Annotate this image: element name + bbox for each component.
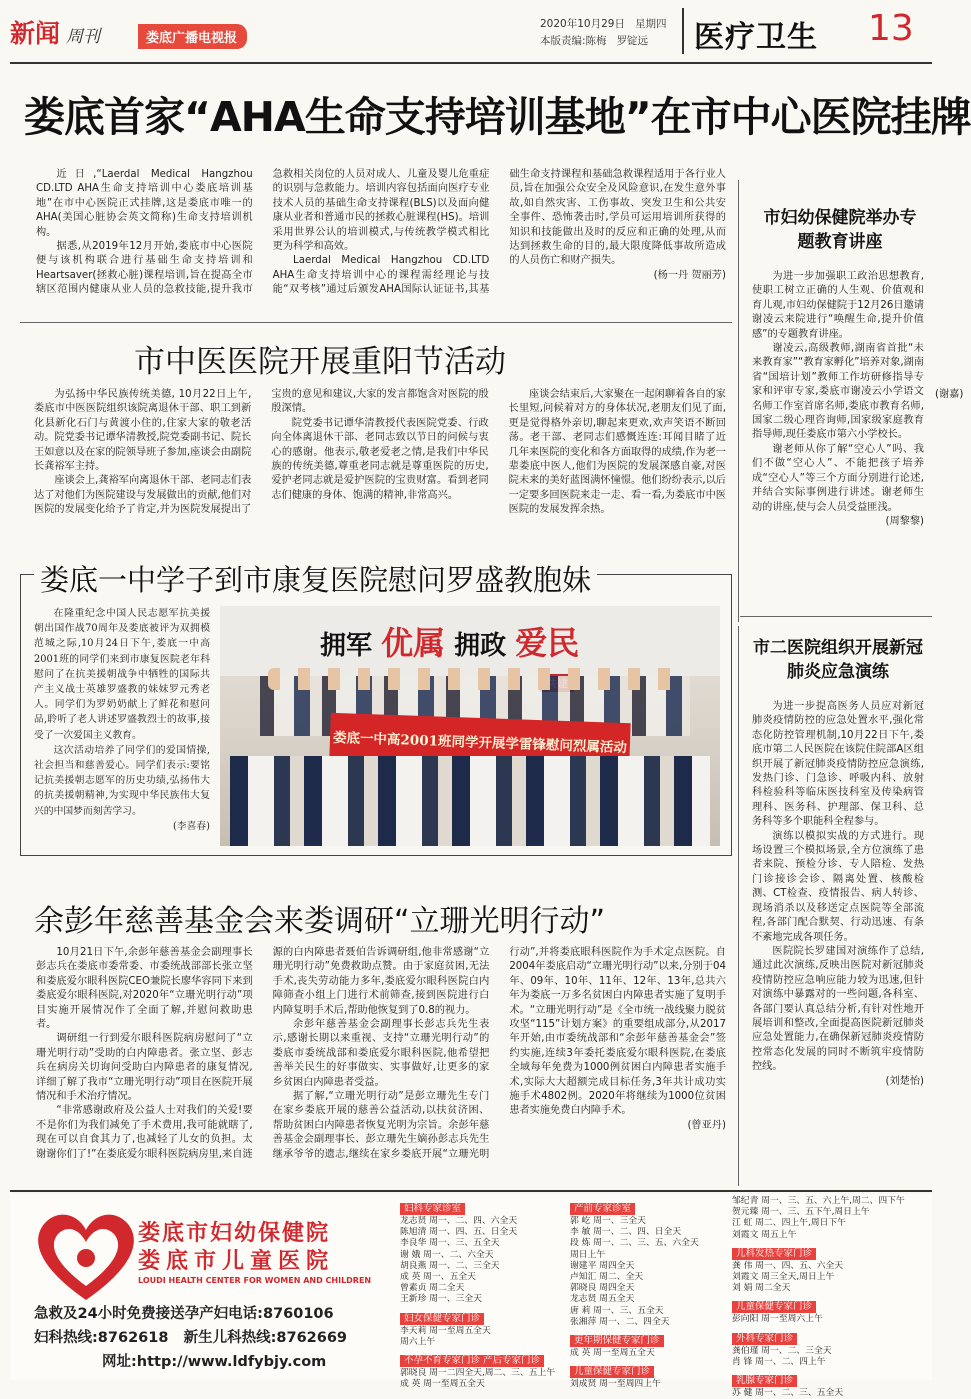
schedule-row: 胡良燕 周一、二、三全天 xyxy=(400,1260,500,1271)
clinic-tag: 儿童保健专家门诊 xyxy=(570,1366,654,1378)
page-number: 13 xyxy=(868,8,914,49)
side1-body xyxy=(752,270,924,610)
schedule-row: 贺元臻 周一、三、五下午,周日上午 xyxy=(732,1207,870,1218)
section-title: 医疗卫生 xyxy=(694,20,818,55)
article2-para: 座谈会结束后,大家聚在一起闲聊着各自的家长里短,问候着对方的身体状况,老朋友们见了面,更是觉得格外亲切,聊起来更欢,欢声笑语不断回荡。老干部、老同志们感慨连连:耳闻目睹了近几年来医院的变化和各方面取得的成绩,作为老一辈娄底中医人,他们为医院的发展深感自豪,对医院未来的美好蓝图满怀憧憬。他们纷纷表示,以后一定要多回医院来走一走、看一看,为娄底市中医医院的发展发挥余热。 xyxy=(508,389,726,516)
issue-info xyxy=(540,16,666,50)
channel-badge: 娄底广播电视报 xyxy=(138,24,247,49)
ad-schedule-col-1 xyxy=(400,1196,566,1390)
article1-para: Laerdal Medical Hangzhou CD.LTD AHA生命支持培训中心的课程需经理论与技能“双考核”通过后颁发AHA国际认证证书,其基础生命支持课程和基础急救课程适用于各行业人员,旨在加强公众安全及风险意识,在发生意外事故,如自然灾害、工伤事故、突发卫生和公共安全事件、恐怖袭击时,学员可运用培训所获得的知识和技能做出及时的反应和正确的处理,从而达到拯救生命的目的,最大限度降低事故所造成的人员伤亡和财产损失。 xyxy=(272,169,726,296)
clinic-tag: 外科专家门诊 xyxy=(732,1333,797,1345)
side2-para: 为进一步提高医务人员应对新冠肺炎疫情防控的应急处置水平,强化常态化防控管理机制,10月22日下午,娄底市第二人民医院在该院住院部A区组织开展了新冠肺炎疫情防控应急演练,发热门诊、门急诊、呼吸内科、放射科检验科等临床医技科室及传染病管理科、医务科、护理部、保卫科、总务科等多个职能科全程参与。 xyxy=(752,701,924,828)
side1-para: 谢老师从你了解“空心人”吗、我们不做“空心人”、不能把孩子培养成“空心人”等三个方面分别进行论述,并结合实际事例进行讲述。谢老师生动的讲座,使与会人员受益匪浅。 xyxy=(752,443,924,513)
ad-hotlines xyxy=(34,1326,347,1347)
side2-body xyxy=(752,700,924,1170)
schedule-row: 郭 屹 周一、三全天 xyxy=(570,1216,646,1226)
schedule-row: 龚 伟 周一、四、五、六全天 xyxy=(732,1260,844,1271)
schedule-row: 谢 娥 周一、二、六全天 xyxy=(400,1249,494,1260)
article1-byline: (杨一丹 贺丽芳) xyxy=(653,269,726,281)
side1-para: 为进一步加强职工政治思想教育,使职工树立正确的人生观、价值观和育儿观,市妇幼保健院于12月26日邀请谢凌云来院进行“唤醒生命,提升价值感”的专题教育讲座。 xyxy=(752,271,924,340)
schedule-row: 邹纪青 周一、三、五、六上午,周二、四下午 xyxy=(732,1196,905,1206)
side1-title: 市妇幼保健院举办专题教育讲座 xyxy=(763,208,917,252)
schedule-row: 谢建平 周四全天 xyxy=(570,1260,635,1271)
schedule-row: 郭晓良 周四全天 xyxy=(570,1283,635,1294)
article1-title: 娄底首家“AHA生命支持培训基地”在市中心医院挂牌 xyxy=(24,93,971,141)
article3-title: 娄底一中学子到市康复医院慰问罗盛教胞妹 xyxy=(34,558,597,599)
article2-para: 院党委书记谭华清教授代表医院党委、行政向全体离退休干部、老同志致以节日的问候与衷心的感谢。他表示,敬老爱老之情,是我们中华民族的传统美德,尊重老同志就是尊重医院的历史,爱护老同志就是爱护医院的宝贵财富。看到老同志们健康的身体、饱满的精神,非常高兴。 xyxy=(271,417,489,501)
schedule-row: 李天莉 周一至周五全天 xyxy=(400,1325,491,1336)
article1-para: 据悉,从2019年12月开始,娄底市中心医院便与该机构联合进行基础生命支持培训和Heartsaver(拯救心脏)课程培训,旨在提高全市辖区范围内健康从业人员的急救技能,提升我市急救相关岗位的人员对成人、儿童及婴儿危重症的识别与急救能力。培训内容包括面向医疗专业技术人员的基础生命支持课程(BLS)以及面向健康从业者和普通市民的拯救心脏课程(HS)。培训采用世界公认的培训模式,与传统教学模式相比更为科学和高效。 xyxy=(36,169,490,296)
article4-para: 10月21日下午,余彭年慈善基金会副理事长彭志兵在娄底市委常委、市委统战部部长张立坚和娄底爱尔眼科医院CEO兼院长廖华容同下来到娄底爱尔眼科医院,对2020年“立珊光明行动”项目实施开展情况作了全面了解,并慰问救助患者。 xyxy=(36,947,253,1031)
side2-para: 医院院长罗建国对演练作了总结,通过此次演练,反映出医院对新冠肺炎疫情防控应急响应能力较为迅速,但针对演练中暴露对的一些问题,各科室、各部门要认真总结分析,有针对性地开展培训和整改,全面提高医院新冠肺炎应急处置能力,在确保新冠肺炎疫情防控常态化发展的同时不断筑牢疫情防控线。 xyxy=(752,945,924,1073)
ad-website: 网址:http://www.ldfybjy.com xyxy=(102,1354,327,1370)
schedule-row: 周日上午 xyxy=(570,1249,606,1260)
clinic-tag: 儿科发热专家门诊 xyxy=(732,1248,816,1260)
section-rule xyxy=(20,322,732,323)
clinic-tag: 妇女保健专家门诊 xyxy=(400,1313,484,1325)
ad-schedule-col-2 xyxy=(570,1196,734,1390)
clinic-tag: 更年期保健专家门诊 xyxy=(570,1335,664,1347)
schedule-row: 周六上午 xyxy=(400,1336,436,1347)
masthead-divider xyxy=(682,8,684,54)
schedule-row: 卢知汇 周二、全天 xyxy=(570,1272,644,1283)
photo-faces xyxy=(268,668,688,690)
schedule-row: 陈旭清 周一、四、五、日全天 xyxy=(400,1227,518,1238)
clinic-tag: 妇科专家诊室 xyxy=(400,1203,465,1215)
article2-title: 市中医医院开展重阳节活动 xyxy=(134,344,506,380)
schedule-row: 苏 健 周一、二、三、五全天 xyxy=(732,1388,844,1399)
clinic-tag: 不孕不育专家门诊 产后专家门诊 xyxy=(400,1355,544,1367)
schedule-row: 李 敏 周一、二、四、日全天 xyxy=(570,1227,682,1238)
schedule-row: 唐 莉 周一、三、五全天 xyxy=(570,1305,664,1316)
schedule-row: 彭向阳 周一至周六上午 xyxy=(732,1314,823,1325)
side2-para: 演练以模拟实战的方式进行。现场设置三个模拟场景,全方位演练了患者来院、预检分诊、专人陪检、发热门诊接诊会诊、隔离处置、核酸检测、CT检查、疫情报告、病人转诊、现场消杀以及移送定点医院等全部流程,各部门配合默契、行动迅速、有条不紊地完成各项任务。 xyxy=(752,830,924,943)
side1-byline: (周黎黎) xyxy=(885,515,924,527)
clinic-tag: 儿童保健专家门诊 xyxy=(732,1301,816,1313)
issue-weekday: 星期四 xyxy=(634,18,667,30)
photo-banner-text: 娄底一中高2001班同学开展学雷锋慰问烈属活动 xyxy=(332,729,628,757)
ad-hospital-name-2: 娄底市儿童医院 xyxy=(138,1249,335,1274)
article2-para: 座谈会上,龚裕军向离退休干部、老同志们表达了对他们为医院建设与发展做出的贡献,他们对医院的发展变化给予了肯定,并为医院发展提出了宝贵的意见和建议,大家的发言都饱含对医院的殷殷深情。 xyxy=(34,389,489,516)
photo-slogan-part: 拥军 xyxy=(320,631,373,661)
schedule-row: 刘 娟 周二全天 xyxy=(732,1283,791,1294)
side2-title: 市二医院组织开展新冠肺炎应急演练 xyxy=(753,638,923,682)
schedule-row: 刘成贤 周一至周四上午 xyxy=(570,1379,661,1390)
schedule-row: 王新珍 周一、三全天 xyxy=(400,1294,482,1305)
article4-para: 余彭年慈善基金会副理事长彭志兵先生表示,感谢长期以来重视、支持“立珊光明行动”的娄底市委统战部和娄底爱尔眼科医院,他希望把善举关民生的好事做实、实事做好,让更多的家乡贫困白内障患者受益。 xyxy=(272,1019,490,1088)
ad-hotline-gyn: 妇科热线:8762618 xyxy=(34,1330,169,1346)
article3-byline: (李喜春) xyxy=(172,820,210,832)
article4-byline: (曾亚丹) xyxy=(687,1119,726,1131)
article1-para: 近日,“Laerdal Medical Hangzhou CD.LTD AHA生命支持培训中心娄底培训基地”在市中心医院正式挂牌,这是娄底市唯一的AHA(美国心脏协会英文简称)生命支持培训机构。 xyxy=(36,169,253,238)
ad-hospital-name-1: 娄底市妇幼保健院 xyxy=(138,1221,331,1246)
photo-slogan-part: 优属 xyxy=(381,624,446,662)
photo-slogan xyxy=(320,618,579,664)
article3-body xyxy=(34,606,210,850)
ad-schedule-col-3 xyxy=(732,1196,930,1399)
photo-slogan-part: 爱民 xyxy=(515,624,580,662)
schedule-row: 李良华 周一、三、五全天 xyxy=(400,1238,500,1249)
clinic-tag: 产前专家诊室 xyxy=(570,1203,635,1215)
article4-title: 余彭年慈善基金会来娄调研“立珊光明行动” xyxy=(34,904,606,939)
schedule-row: 段 炼 周一、二、三、五、六全天 xyxy=(570,1238,699,1249)
masthead-logo: 新闻 xyxy=(10,19,61,48)
schedule-row: 成 英 周一至周五全天 xyxy=(570,1348,655,1359)
issue-proofreader: 罗锭远 xyxy=(616,35,649,47)
ad-hotline-neonatal: 新生儿科热线:8762669 xyxy=(183,1330,348,1346)
column-divider xyxy=(738,180,739,622)
ad-english-name: LOUDI HEALTH CENTER FOR WOMEN AND CHILDREN xyxy=(138,1276,372,1285)
issue-editor: 本版责编:陈梅 xyxy=(540,35,607,47)
masthead xyxy=(0,0,942,62)
photo-slogan-part: 拥政 xyxy=(454,631,507,661)
schedule-row: 江 虹 周二、四上午,周日下午 xyxy=(732,1218,846,1229)
schedule-row: 龙志贤 周一、二、四、六全天 xyxy=(400,1216,518,1226)
article3-para: 在隆重纪念中国人民志愿军抗美援朝出国作战70周年及娄底被评为双拥模范城之际,10月24日下午,娄底一中高2001班的同学们来到市康复医院老年科慰问了在抗美援朝战争中牺牲的国际共产主义战士英雄罗盛教的妹妹罗元秀老人。同学们为罗奶奶献上了鲜花和慰问品,聆听了老人讲述罗盛教烈士的故事,接受了一次爱国主义教育。 xyxy=(34,608,210,741)
side-rule xyxy=(740,616,932,617)
article4-body xyxy=(36,946,726,1182)
schedule-row: 郭晓良 周一二四全天,周二、三、五上午 xyxy=(400,1368,556,1379)
schedule-row: 龚伯瑾 周一、二、三全天 xyxy=(732,1345,832,1356)
side2-byline: (刘楚怡) xyxy=(885,1075,924,1087)
photo-students-front xyxy=(230,756,710,846)
masthead-rule xyxy=(10,62,932,64)
ad-rule xyxy=(10,1190,932,1192)
clinic-tag: 乳腺专家门诊 xyxy=(732,1375,797,1387)
schedule-row: 曾素贞 周二全天 xyxy=(400,1283,465,1294)
ad-phone-line: 急救及24小时免费接送孕产妇电话:8760106 xyxy=(34,1306,334,1322)
schedule-row: 成 英 周一、五全天 xyxy=(400,1272,476,1283)
article4-para: 调研组一行到爱尔眼科医院病房慰问了“立珊光明行动”受助的白内障患者。张立坚、彭志兵在病房关切询问受助白内障患者的康复情况,详细了解了我市“立珊光明行动”项目在医院开展情况和手术治疗情况。 xyxy=(36,1033,253,1103)
masthead-logo-sub: 周刊 xyxy=(66,27,100,47)
article3-photo xyxy=(220,606,720,846)
side1-para: 谢凌云,高级教师,湖南省首批“未来教育家”“教育家孵化”培养对象,湖南省“国培计划”教师工作坊研修指导专家和评审专家,娄底市谢凌云小学语文名师工作室首席名师,娄底市教育名师,国家二级心理咨询师,国家级家庭教育指导师,现任娄底市第六小学校长。 xyxy=(752,343,924,441)
column-divider xyxy=(738,626,739,1186)
article2-para: 为弘扬中华民族传统美德, 10月22日上午,娄底市中医医院组织该院离退休干部、职工到新化县新化石门与黄渡小住的,住家大家的敬老活动。院党委书记谭华清教授,院党委副书记、院长王如意以及在家的院领导班子参加,座谈会由副院长龚裕军主持。 xyxy=(34,389,252,473)
issue-date: 2020年10月29日 xyxy=(540,18,625,30)
schedule-row: 刘霞文 周三全天,周日上午 xyxy=(732,1272,835,1283)
schedule-row: 龙志贤 周五全天 xyxy=(570,1294,635,1305)
hospital-ad xyxy=(10,1194,932,1399)
article4-para: 据了解,“立珊光明行动”是彭立珊先生专门在家乡娄底开展的慈善公益活动,以扶贫济困、帮助贫困白内障患者恢复光明为宗旨。余彭年慈善基金会副理事长、彭立珊先生嫡孙彭志兵先生继承爷爷的遗志,继续在家乡娄底开展“立珊光明行动”,并将娄底眼科医院作为手术定点医院。自2004年娄底启动“立珊光明行动”以来,分别于04年、09年、10年、11年、12年、13年,总共六年为娄底一万多名贫困白内障患者实施了复明手术。“立珊光明行动”是《全市统一战线聚力脱贫攻坚“115”计划方案》的重要组成部分,从2017年开始,由市委统战部和“余彭年慈善基金会”签约实施,连续3年委托娄底爱尔眼科医院,在娄底全域每年免费为1000例贫困白内障患者实施手术,实际大大超额完成目标任务,3年共计成功实施手术4802例。2020年将继续为1000位贫困患者实施免费白内障手术。 xyxy=(272,947,726,1160)
article3-para: 这次活动培养了同学们的爱国情操,社会担当和慈善爱心。同学们表示:要铭记抗美援朝志愿军的历史功绩,弘扬伟大的抗美援朝精神,为实现中华民族伟大复兴的中国梦而刻苦学习。 xyxy=(34,744,210,817)
schedule-row: 成 英 周一至周五全天 xyxy=(400,1379,485,1390)
article2-byline: (谢嘉) xyxy=(934,389,964,400)
heart-logo-icon xyxy=(30,1208,142,1304)
schedule-row: 肖 锋 周一、二、四上午 xyxy=(732,1356,826,1367)
article1-body xyxy=(36,168,726,312)
schedule-row: 刘霞文 周五上午 xyxy=(732,1229,797,1240)
schedule-row: 张湘萍 周一、二、四全天 xyxy=(570,1316,670,1327)
article4-para: “非常感谢政府及公益人士对我们的关爱!要不是你们为我们减免了手术费用,我可能就瞎了,现在可以自食其力了,也减轻了儿女的负担。太谢谢你们了!”在娄底爱尔眼科医院病房里,来自涟源的白内障患者聂伯告诉调研组,他非常感谢“立珊光明行动”免费救助点赞。由于家庭贫困,无法手术,丧失劳动能力多年,娄底爱尔眼科医院白内障筛查小组上门进行术前筛查,接到医院进行白内障复明手术后,帮助他恢复到了0.8的视力。 xyxy=(36,947,490,1160)
